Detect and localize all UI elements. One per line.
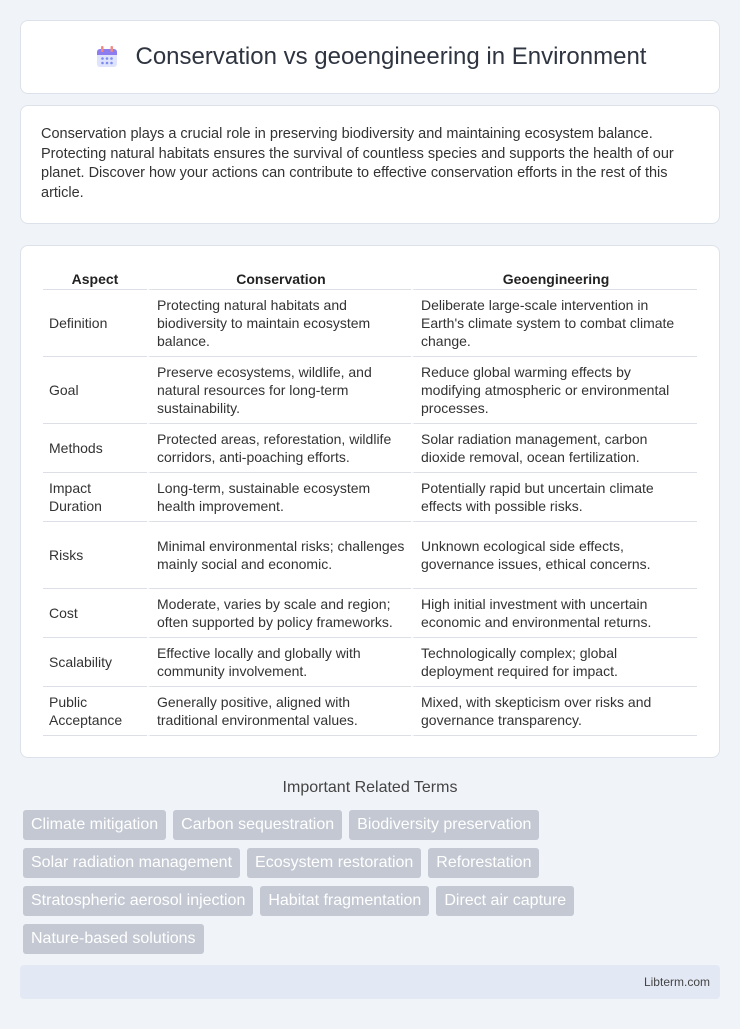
table-cell-conservation: Protected areas, reforestation, wildlife corridors, anti-poaching efforts. <box>147 424 411 473</box>
tag-stratospheric-aerosol-injection[interactable]: Stratospheric aerosol injection <box>23 886 253 916</box>
table-row <box>43 638 697 687</box>
footer <box>20 965 720 999</box>
related-terms-title: Important Related Terms <box>282 779 458 796</box>
table-cell-conservation: Preserve ecosystems, wildlife, and natural resources for long-term sustainability. <box>147 357 411 424</box>
related-terms-list <box>23 810 723 954</box>
intro-card <box>20 105 720 224</box>
table-cell-aspect: Risks <box>43 522 147 589</box>
table-cell-geoengineering: Reduce global warming effects by modifying atmospheric or environmental processes. <box>411 357 697 424</box>
tag-reforestation[interactable]: Reforestation <box>428 848 539 878</box>
table-cell-geoengineering: Deliberate large-scale intervention in Earth's climate system to combat climate change. <box>411 290 697 357</box>
table-cell-geoengineering: Technologically complex; global deployment required for impact. <box>411 638 697 687</box>
tag-biodiversity-preservation[interactable]: Biodiversity preservation <box>349 810 539 840</box>
table-cell-geoengineering: Potentially rapid but uncertain climate effects with possible risks. <box>411 473 697 522</box>
table-row <box>43 424 697 473</box>
comparison-card <box>20 245 720 758</box>
tag-ecosystem-restoration[interactable]: Ecosystem restoration <box>247 848 421 878</box>
table-row <box>43 473 697 522</box>
table-row <box>43 687 697 736</box>
column-header-geoengineering: Geoengineering <box>411 266 697 290</box>
table-row <box>43 357 697 424</box>
table-header-row <box>43 266 697 290</box>
column-header-conservation: Conservation <box>147 266 411 290</box>
table-cell-conservation: Moderate, varies by scale and region; often supported by policy frameworks. <box>147 589 411 638</box>
table-cell-conservation: Protecting natural habitats and biodiversity to maintain ecosystem balance. <box>147 290 411 357</box>
page-title: Conservation vs geoengineering in Environment <box>135 43 647 70</box>
table-cell-aspect: Goal <box>43 357 147 424</box>
table-cell-geoengineering: Mixed, with skepticism over risks and governance transparency. <box>411 687 697 736</box>
table-cell-conservation: Effective locally and globally with community involvement. <box>147 638 411 687</box>
tag-climate-mitigation[interactable]: Climate mitigation <box>23 810 166 840</box>
table-row <box>43 290 697 357</box>
table-cell-aspect: Definition <box>43 290 147 357</box>
tag-habitat-fragmentation[interactable]: Habitat fragmentation <box>260 886 429 916</box>
comparison-table <box>43 266 697 736</box>
table-cell-aspect: Methods <box>43 424 147 473</box>
table-cell-conservation: Minimal environmental risks; challenges mainly social and economic. <box>147 522 411 589</box>
column-header-aspect: Aspect <box>43 266 147 290</box>
tag-direct-air-capture[interactable]: Direct air capture <box>436 886 574 916</box>
table-cell-conservation: Generally positive, aligned with traditional environmental values. <box>147 687 411 736</box>
header-card <box>20 20 720 94</box>
table-cell-aspect: Scalability <box>43 638 147 687</box>
table-cell-aspect: Impact Duration <box>43 473 147 522</box>
table-cell-geoengineering: High initial investment with uncertain economic and environmental returns. <box>411 589 697 638</box>
tag-solar-radiation-management[interactable]: Solar radiation management <box>23 848 240 878</box>
table-cell-conservation: Long-term, sustainable ecosystem health improvement. <box>147 473 411 522</box>
table-cell-aspect: Public Acceptance <box>43 687 147 736</box>
tag-nature-based-solutions[interactable]: Nature-based solutions <box>23 924 204 954</box>
calendar-icon <box>94 44 120 70</box>
table-cell-geoengineering: Solar radiation management, carbon dioxide removal, ocean fertilization. <box>411 424 697 473</box>
footer-site-link[interactable]: Libterm.com <box>643 975 710 989</box>
intro-paragraph: Conservation plays a crucial role in preserving biodiversity and maintaining ecosystem balance. Protecting natural habitats ensures the survival of countless species and supports the health of our planet. Discover how your actions can contribute to effective conservation efforts in the rest of this article. <box>41 126 674 201</box>
table-cell-geoengineering: Unknown ecological side effects, governance issues, ethical concerns. <box>411 522 697 589</box>
tag-carbon-sequestration[interactable]: Carbon sequestration <box>173 810 342 840</box>
table-row <box>43 522 697 589</box>
table-row <box>43 589 697 638</box>
table-cell-aspect: Cost <box>43 589 147 638</box>
